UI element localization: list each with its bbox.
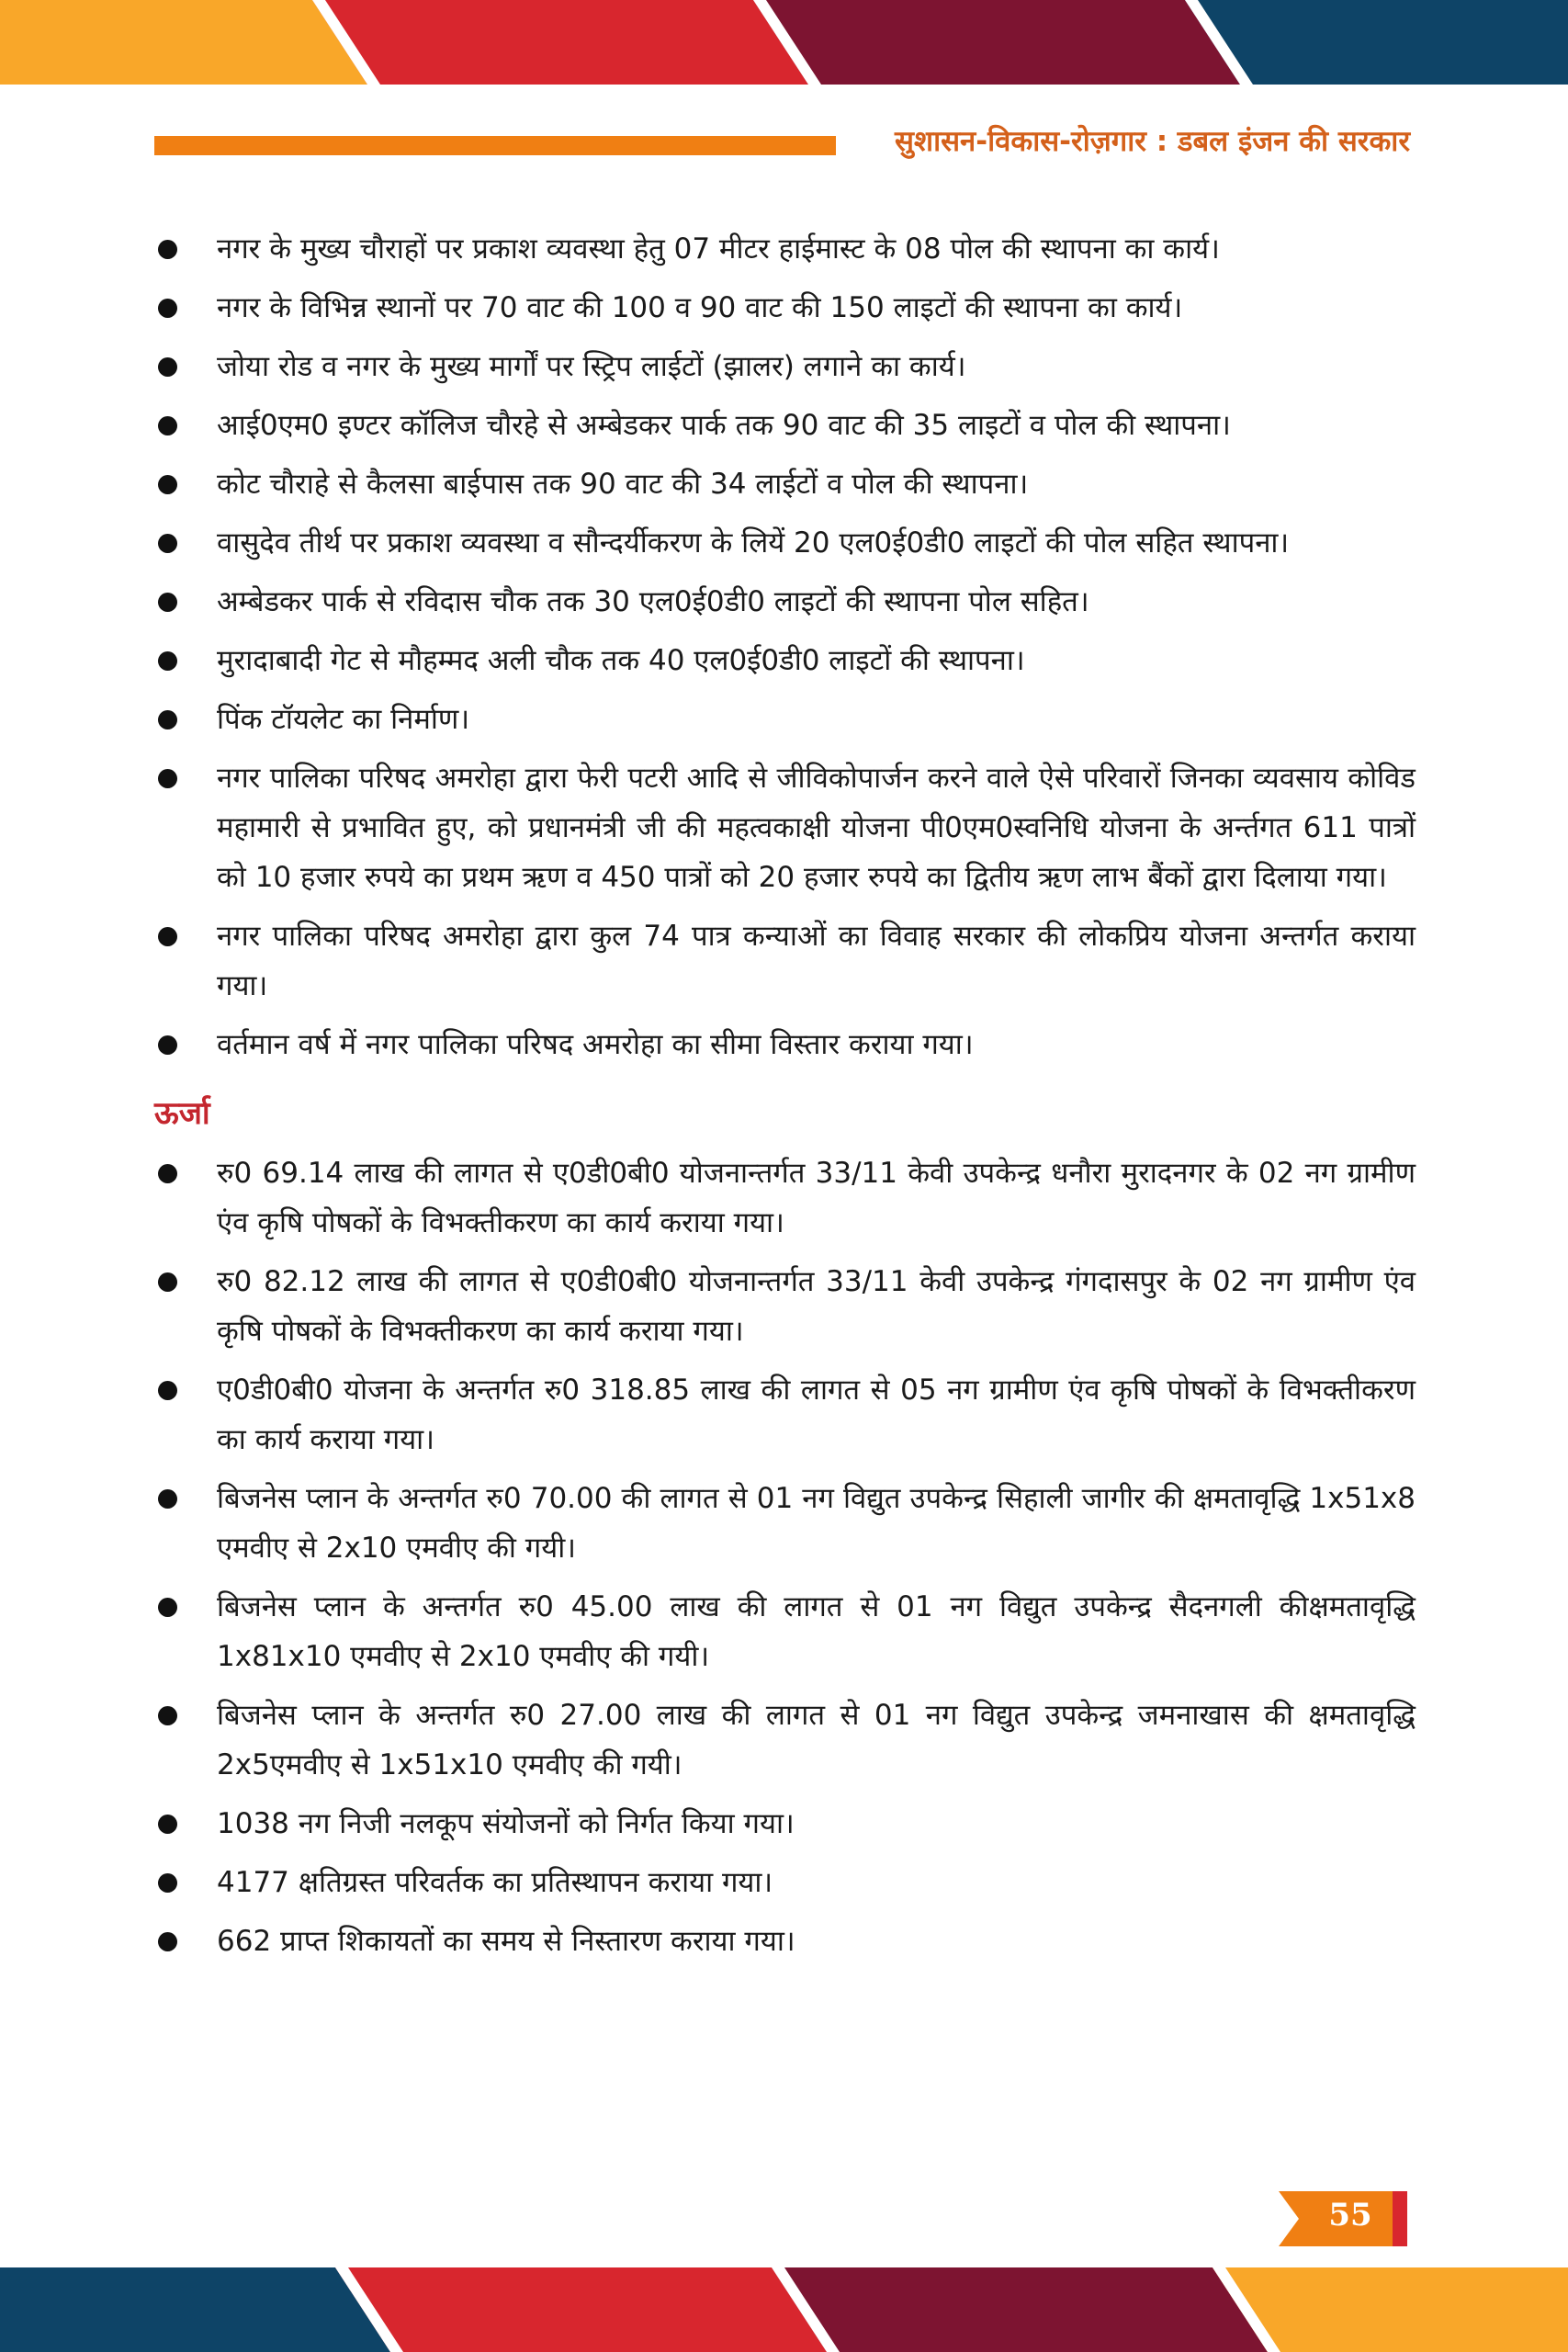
list-item [154,1257,1416,1356]
list-item [154,459,1416,509]
list-item-text: वर्तमान वर्ष में नगर पालिका परिषद अमरोहा का सीमा विस्तार कराया गया। [217,1028,974,1061]
list-item-text: वासुदेव तीर्थ पर प्रकाश व्यवस्था व सौन्दर्यीकरण के लियें 20 एल0ई0डी0 लाइटों की पोल सहित स्थापना। [217,526,1290,560]
list-item-text: 4177 क्षतिग्रस्त परिवर्तक का प्रतिस्थापन कराया गया। [217,1866,773,1899]
list-item [154,911,1416,1011]
bottom-color-band [0,2267,1568,2352]
bullet-dot-icon [158,1272,177,1292]
list-item [154,342,1416,391]
list-item [154,1582,1416,1681]
bullet-dot-icon [158,1873,177,1893]
list-item [154,636,1416,685]
bullet-dot-icon [158,710,177,729]
urban-development-bullet-list [154,224,1416,1069]
list-item-text: रु0 69.14 लाख की लागत से ए0डी0बी0 योजनान्तर्गत 33/11 केवी उपकेन्द्र धनौरा मुरादनगर के 02 नग ग्रामीण एंव कृषि पोषकों के विभक्तीकरण का कार्य कराया गया। [217,1157,1416,1239]
list-item [154,1690,1416,1790]
bullet-dot-icon [158,299,177,318]
list-item [154,695,1416,744]
list-item [154,1365,1416,1464]
list-item-text: अम्बेडकर पार्क से रविदास चौक तक 30 एल0ई0डी0 लाइटों की स्थापना पोल सहित। [217,585,1089,618]
bullet-dot-icon [158,416,177,435]
list-item-text: नगर पालिका परिषद अमरोहा द्वारा फेरी पटरी आदि से जीविकोपार्जन करने वाले ऐसे परिवारों जिनका व्यवसाय कोविड महामारी से प्रभावित हुए, को प्रधानमंत्री जी की महत्वकाक्षी योजना पी0एम0स्वनिधि योजना के अर्न्तगत 611 पात्रों को 10 हजार रुपये का प्रथम ऋण व 450 पात्रों को 20 हजार रुपये का द्वितीय ऋण लाभ बैंकों द्वारा दिलाया गया। [217,762,1416,894]
list-item-text: पिंक टॉयलेट का निर्माण। [217,703,470,736]
bullet-dot-icon [158,1815,177,1834]
list-item-text: बिजनेस प्लान के अन्तर्गत रु0 70.00 की लागत से 01 नग विद्युत उपकेन्द्र सिहाली जागीर की क्षमतावृद्धि 1x51x8 एमवीए से 2x10 एमवीए की गयी। [217,1482,1416,1565]
list-item-text: बिजनेस प्लान के अन्तर्गत रु0 27.00 लाख की लागत से 01 नग विद्युत उपकेन्द्र जमनाखास की क्षमतावृद्धि 2x5एमवीए से 1x51x10 एमवीए की गयी। [217,1699,1416,1781]
top-color-band [0,0,1568,85]
running-header-title: सुशासन-विकास-रोज़गार : डबल इंजन की सरकार [895,125,1410,158]
list-item-text: आई0एम0 इण्टर कॉलिज चौरहे से अम्बेडकर पार्क तक 90 वाट की 35 लाइटों व पोल की स्थापना। [217,409,1231,442]
list-item [154,577,1416,627]
bullet-dot-icon [158,769,177,788]
list-item [154,1148,1416,1248]
bullet-dot-icon [158,357,177,377]
bullet-dot-icon [158,1035,177,1055]
bullet-dot-icon [158,534,177,553]
energy-bullet-list [154,1148,1416,1966]
list-item [154,1799,1416,1849]
list-item [154,1020,1416,1069]
bullet-dot-icon [158,1598,177,1617]
list-item-text: रु0 82.12 लाख की लागत से ए0डी0बी0 योजनान्तर्गत 33/11 केवी उपकेन्द्र गंगदासपुर के 02 नग ग्रामीण एंव कृषि पोषकों के विभक्तीकरण का कार्य कराया गया। [217,1265,1416,1348]
bullet-dot-icon [158,1489,177,1509]
list-item-text: जोया रोड व नगर के मुख्य मार्गों पर स्ट्रिप लाईटों (झालर) लगाने का कार्य। [217,350,966,383]
list-item [154,224,1416,274]
section-heading-energy: ऊर्जा [154,1095,210,1132]
list-item-text: कोट चौराहे से कैलसा बाईपास तक 90 वाट की 34 लाईटों व पोल की स्थापना। [217,468,1029,501]
bullet-dot-icon [158,475,177,494]
list-item [154,753,1416,902]
bullet-dot-icon [158,240,177,259]
list-item-text: बिजनेस प्लान के अन्तर्गत रु0 45.00 लाख की लागत से 01 नग विद्युत उपकेन्द्र सैदनगली कीक्षमतावृद्धि 1x81x10 एमवीए से 2x10 एमवीए की गयी। [217,1590,1416,1673]
page-number-tab [1279,2191,1407,2246]
header-orange-rule [154,136,836,155]
bullet-dot-icon [158,927,177,946]
bullet-dot-icon [158,651,177,671]
bullet-dot-icon [158,593,177,612]
bullet-dot-icon [158,1164,177,1183]
list-item [154,1858,1416,1907]
list-item-text: 1038 नग निजी नलकूप संयोजनों को निर्गत किया गया। [217,1807,795,1840]
list-item-text: 662 प्राप्त शिकायतों का समय से निस्तारण कराया गया। [217,1925,795,1958]
bullet-dot-icon [158,1381,177,1400]
list-item [154,1917,1416,1966]
list-item [154,401,1416,450]
bullet-dot-icon [158,1706,177,1725]
page-number: 55 [1328,2197,1372,2233]
list-item-text: ए0डी0बी0 योजना के अन्तर्गत रु0 318.85 लाख की लागत से 05 नग ग्रामीण एंव कृषि पोषकों के विभक्तीकरण का कार्य कराया गया। [217,1374,1416,1456]
list-item [154,283,1416,333]
bullet-dot-icon [158,1932,177,1951]
list-item-text: नगर के मुख्य चौराहों पर प्रकाश व्यवस्था हेतु 07 मीटर हाईमास्ट के 08 पोल की स्थापना का कार्य। [217,232,1220,266]
list-item-text: मुरादाबादी गेट से मौहम्मद अली चौक तक 40 एल0ई0डी0 लाइटों की स्थापना। [217,644,1025,677]
page-content [154,224,1416,1975]
list-item-text: नगर पालिका परिषद अमरोहा द्वारा कुल 74 पात्र कन्याओं का विवाह सरकार की लोकप्रिय योजना अन्तर्गत कराया गया। [217,920,1416,1002]
list-item [154,518,1416,568]
list-item [154,1474,1416,1573]
list-item-text: नगर के विभिन्न स्थानों पर 70 वाट की 100 व 90 वाट की 150 लाइटों की स्थापना का कार्य। [217,291,1183,324]
